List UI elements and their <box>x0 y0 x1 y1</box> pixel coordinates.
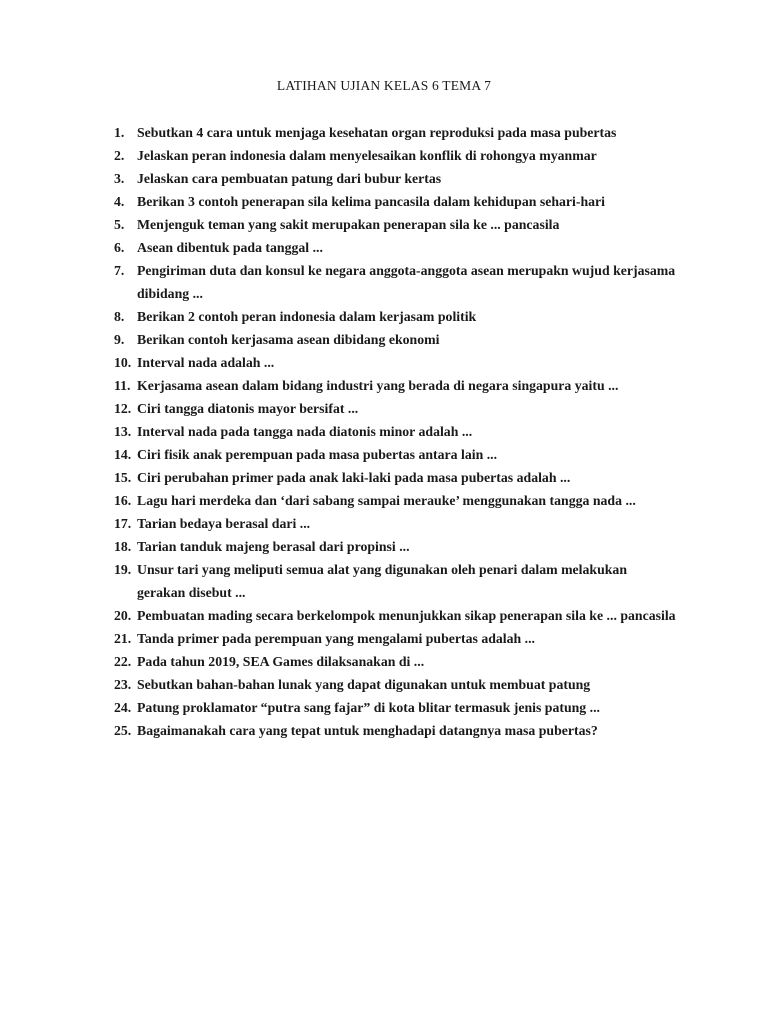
question-number: 6. <box>114 240 125 255</box>
question-text: Berikan 2 contoh peran indonesia dalam kerjasam politik <box>137 309 477 324</box>
question-number: 12. <box>114 401 132 416</box>
question-item <box>114 627 714 650</box>
question-text: Unsur tari yang meliputi semua alat yang digunakan oleh penari dalam melakukan gerakan disebut ... <box>137 562 628 600</box>
question-number: 10. <box>114 355 132 370</box>
question-item <box>114 259 714 305</box>
question-item <box>114 351 714 374</box>
question-text: Bagaimanakah cara yang tepat untuk menghadapi datangnya masa pubertas? <box>137 723 598 738</box>
question-text: Kerjasama asean dalam bidang industri yang berada di negara singapura yaitu ... <box>137 378 619 393</box>
question-text: Berikan contoh kerjasama asean dibidang ekonomi <box>137 332 440 347</box>
question-text: Pembuatan mading secara berkelompok menunjukkan sikap penerapan sila ke ... pancasila <box>137 608 676 623</box>
question-text: Tanda primer pada perempuan yang mengalami pubertas adalah ... <box>137 631 536 646</box>
question-number: 24. <box>114 700 132 715</box>
question-number: 25. <box>114 723 132 738</box>
question-text: Interval nada adalah ... <box>137 355 275 370</box>
question-number: 23. <box>114 677 132 692</box>
question-number: 4. <box>114 194 125 209</box>
question-text: Sebutkan bahan-bahan lunak yang dapat digunakan untuk membuat patung <box>137 677 591 692</box>
question-list <box>114 121 714 742</box>
question-text: Tarian bedaya berasal dari ... <box>137 516 311 531</box>
question-item <box>114 443 714 466</box>
question-item <box>114 719 714 742</box>
question-text: Patung proklamator “putra sang fajar” di kota blitar termasuk jenis patung ... <box>137 700 601 715</box>
question-number: 19. <box>114 562 132 577</box>
question-number: 22. <box>114 654 132 669</box>
question-item <box>114 558 714 604</box>
question-item <box>114 420 714 443</box>
question-number: 17. <box>114 516 132 531</box>
question-item <box>114 512 714 535</box>
question-number: 1. <box>114 125 125 140</box>
question-text: Pada tahun 2019, SEA Games dilaksanakan di ... <box>137 654 425 669</box>
question-text: Interval nada pada tangga nada diatonis minor adalah ... <box>137 424 473 439</box>
question-item <box>114 190 714 213</box>
question-item <box>114 328 714 351</box>
question-number: 20. <box>114 608 132 623</box>
question-text: Pengiriman duta dan konsul ke negara anggota-anggota asean merupakn wujud kerjasama dibidang ... <box>137 263 676 301</box>
question-number: 14. <box>114 447 132 462</box>
question-text: Ciri fisik anak perempuan pada masa pubertas antara lain ... <box>137 447 498 462</box>
question-item <box>114 397 714 420</box>
question-text: Lagu hari merdeka dan ‘dari sabang sampai merauke’ menggunakan tangga nada ... <box>137 493 636 508</box>
question-item <box>114 673 714 696</box>
question-number: 5. <box>114 217 125 232</box>
question-number: 16. <box>114 493 132 508</box>
question-text: Asean dibentuk pada tanggal ... <box>137 240 323 255</box>
document-title: LATIHAN UJIAN KELAS 6 TEMA 7 <box>276 78 492 93</box>
question-number: 15. <box>114 470 132 485</box>
question-item <box>114 604 714 627</box>
question-item <box>114 489 714 512</box>
question-number: 21. <box>114 631 132 646</box>
question-text: Jelaskan peran indonesia dalam menyelesaikan konflik di rohongya myanmar <box>137 148 597 163</box>
question-item <box>114 167 714 190</box>
question-text: Ciri perubahan primer pada anak laki-laki pada masa pubertas adalah ... <box>137 470 571 485</box>
question-item <box>114 466 714 489</box>
question-text: Berikan 3 contoh penerapan sila kelima pancasila dalam kehidupan sehari-hari <box>137 194 606 209</box>
question-text: Ciri tangga diatonis mayor bersifat ... <box>137 401 359 416</box>
question-item <box>114 374 714 397</box>
question-item <box>114 121 714 144</box>
question-number: 13. <box>114 424 132 439</box>
question-text: Tarian tanduk majeng berasal dari propinsi ... <box>137 539 410 554</box>
question-number: 9. <box>114 332 125 347</box>
question-item <box>114 305 714 328</box>
question-number: 7. <box>114 263 125 278</box>
question-item <box>114 236 714 259</box>
question-number: 18. <box>114 539 132 554</box>
question-item <box>114 696 714 719</box>
question-number: 11. <box>114 378 131 393</box>
question-item <box>114 650 714 673</box>
question-text: Sebutkan 4 cara untuk menjaga kesehatan organ reproduksi pada masa pubertas <box>137 125 617 140</box>
question-item <box>114 535 714 558</box>
question-item <box>114 144 714 167</box>
question-number: 8. <box>114 309 125 324</box>
question-text: Menjenguk teman yang sakit merupakan penerapan sila ke ... pancasila <box>137 217 560 232</box>
question-number: 3. <box>114 171 125 186</box>
question-number: 2. <box>114 148 125 163</box>
question-item <box>114 213 714 236</box>
question-text: Jelaskan cara pembuatan patung dari bubur kertas <box>137 171 442 186</box>
